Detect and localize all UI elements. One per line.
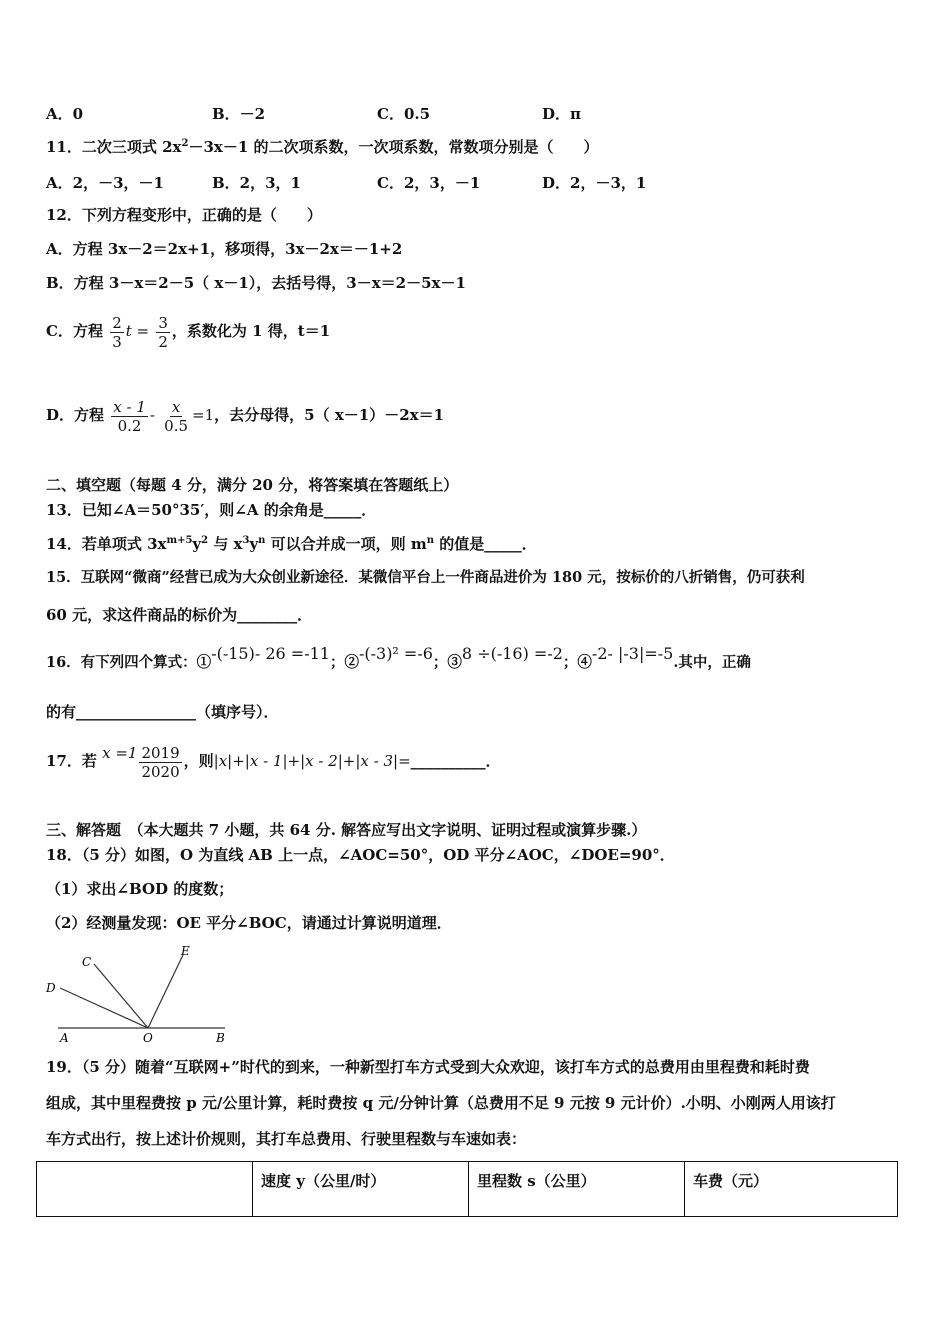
table-header-cell bbox=[37, 1162, 253, 1217]
section-2-title: 二、填空题（每题 4 分，满分 20 分，将答案填在答题纸上） bbox=[46, 476, 459, 494]
q11-option-d: D．2，－3，1 bbox=[542, 174, 647, 192]
q13: 13．已知∠A＝50°35′，则∠A 的余角是_____． bbox=[46, 501, 377, 519]
q12-option-a: A．方程 3x－2＝2x+1，移项得，3x－2x＝－1+2 bbox=[46, 240, 403, 258]
q12-option-b: B．方程 3－x＝2－5（ x－1），去括号得，3－x＝2－5x－1 bbox=[46, 274, 466, 292]
fraction: $\frac{3}{2}$ bbox=[158, 313, 168, 351]
label-b: B bbox=[216, 1031, 225, 1045]
q19-line-1: 19．（5 分）随着“互联网+”时代的到来，一种新型打车方式受到大众欢迎，该打车方式的总费用由里程费和耗时费 bbox=[46, 1058, 810, 1076]
table-header-cell: 里程数 s（公里） bbox=[469, 1162, 685, 1217]
q11-option-b: B．2，3，1 bbox=[212, 174, 301, 192]
q10-option-c: C．0.5 bbox=[377, 105, 431, 123]
q11-option-c: C．2，3，－1 bbox=[377, 174, 481, 192]
q12-option-d: D．方程 $\frac{x - 1}{0.2}$ - $\frac{x}{0.5}$ =1，去分母得，5（ x－1）－2x＝1 bbox=[46, 397, 445, 435]
label-a: A bbox=[60, 1031, 69, 1045]
q18: 18．（5 分）如图，O 为直线 AB 上一点，∠AOC=50°，OD 平分∠AOC，∠DOE=90°． bbox=[46, 846, 675, 864]
table-header-cell: 车费（元） bbox=[685, 1162, 898, 1217]
q19-line-2: 组成，其中里程费按 p 元/公里计算，耗时费按 q 元/分钟计算（总费用不足 9 元按 9 元计价）.小明、小刚两人用该打 bbox=[46, 1094, 836, 1112]
q19-line-3: 车方式出行，按上述计价规则，其打车总费用、行驶里程数与车速如表： bbox=[46, 1130, 527, 1148]
q15-line-1: 15．互联网“微商”经营已成为大众创业新途径．某微信平台上一件商品进价为 180 元，按标价的八折销售，仍可获利 bbox=[46, 569, 805, 586]
q10-option-b: B．－2 bbox=[212, 105, 266, 123]
section-3-title: 三、解答题 （本大题共 7 小题，共 64 分. 解答应写出文字说明、证明过程或演算步骤.） bbox=[46, 821, 647, 839]
q16-line-2: 的有________________（填序号）． bbox=[46, 703, 279, 721]
q14: 14．若单项式 $3x^{m+5}y^2$ 与 $x^3y^n$ 可以合并成一项，则 $m^n$ 的值是_____． bbox=[46, 535, 537, 553]
q10-option-a: A．0 bbox=[46, 105, 84, 123]
ray-oe bbox=[148, 955, 183, 1028]
fraction: $\frac{x}{0.5}$ bbox=[164, 397, 189, 435]
table-header-cell: 速度 y（公里/时） bbox=[253, 1162, 469, 1217]
q11-option-a: A．2，－3，－1 bbox=[46, 174, 164, 192]
q17: 17．若 x =1 $\frac{2019}{2020}$ ，则|x|+|x - 1|+|x - 2|+|x - 3|=__________． bbox=[46, 743, 501, 781]
q10-option-d: D．π bbox=[542, 105, 581, 123]
q12-option-c: C．方程 $\frac{2}{3}$ t = $\frac{3}{2}$ ，系数化为 1 得，t＝1 bbox=[46, 313, 331, 351]
q15-line-2: 60 元，求这件商品的标价为________． bbox=[46, 606, 313, 624]
q11-stem: 11．二次三项式 $2x^2-3x-1$ 的二次项系数，一次项系数，常数项分别是（ ） bbox=[46, 138, 599, 156]
label-c: C bbox=[82, 955, 92, 969]
ray-oc bbox=[94, 964, 148, 1028]
fare-table bbox=[36, 1161, 898, 1217]
ray-od bbox=[60, 988, 148, 1028]
label-d: D bbox=[46, 981, 56, 995]
q18-part-1: （1）求出∠BOD 的度数； bbox=[46, 880, 234, 898]
q16-line-1: 16．有下列四个算式：①-(-15)- 26 =-11；②-(-3)² =-6；③8 ÷(-16) =-2；④-2- |-3|=-5.其中，正确 bbox=[46, 644, 751, 671]
fraction: $\frac{2}{3}$ bbox=[112, 313, 122, 351]
q12-stem: 12．下列方程变形中，正确的是（ ） bbox=[46, 206, 322, 224]
label-o: O bbox=[143, 1031, 153, 1045]
table-row bbox=[37, 1162, 898, 1217]
fraction: $\frac{x - 1}{0.2}$ bbox=[113, 397, 146, 435]
q18-figure bbox=[40, 940, 240, 1046]
label-e: E bbox=[181, 944, 190, 958]
q18-part-2: （2）经测量发现：OE 平分∠BOC，请通过计算说明道理． bbox=[46, 914, 452, 932]
fraction: $\frac{2019}{2020}$ bbox=[141, 743, 180, 781]
